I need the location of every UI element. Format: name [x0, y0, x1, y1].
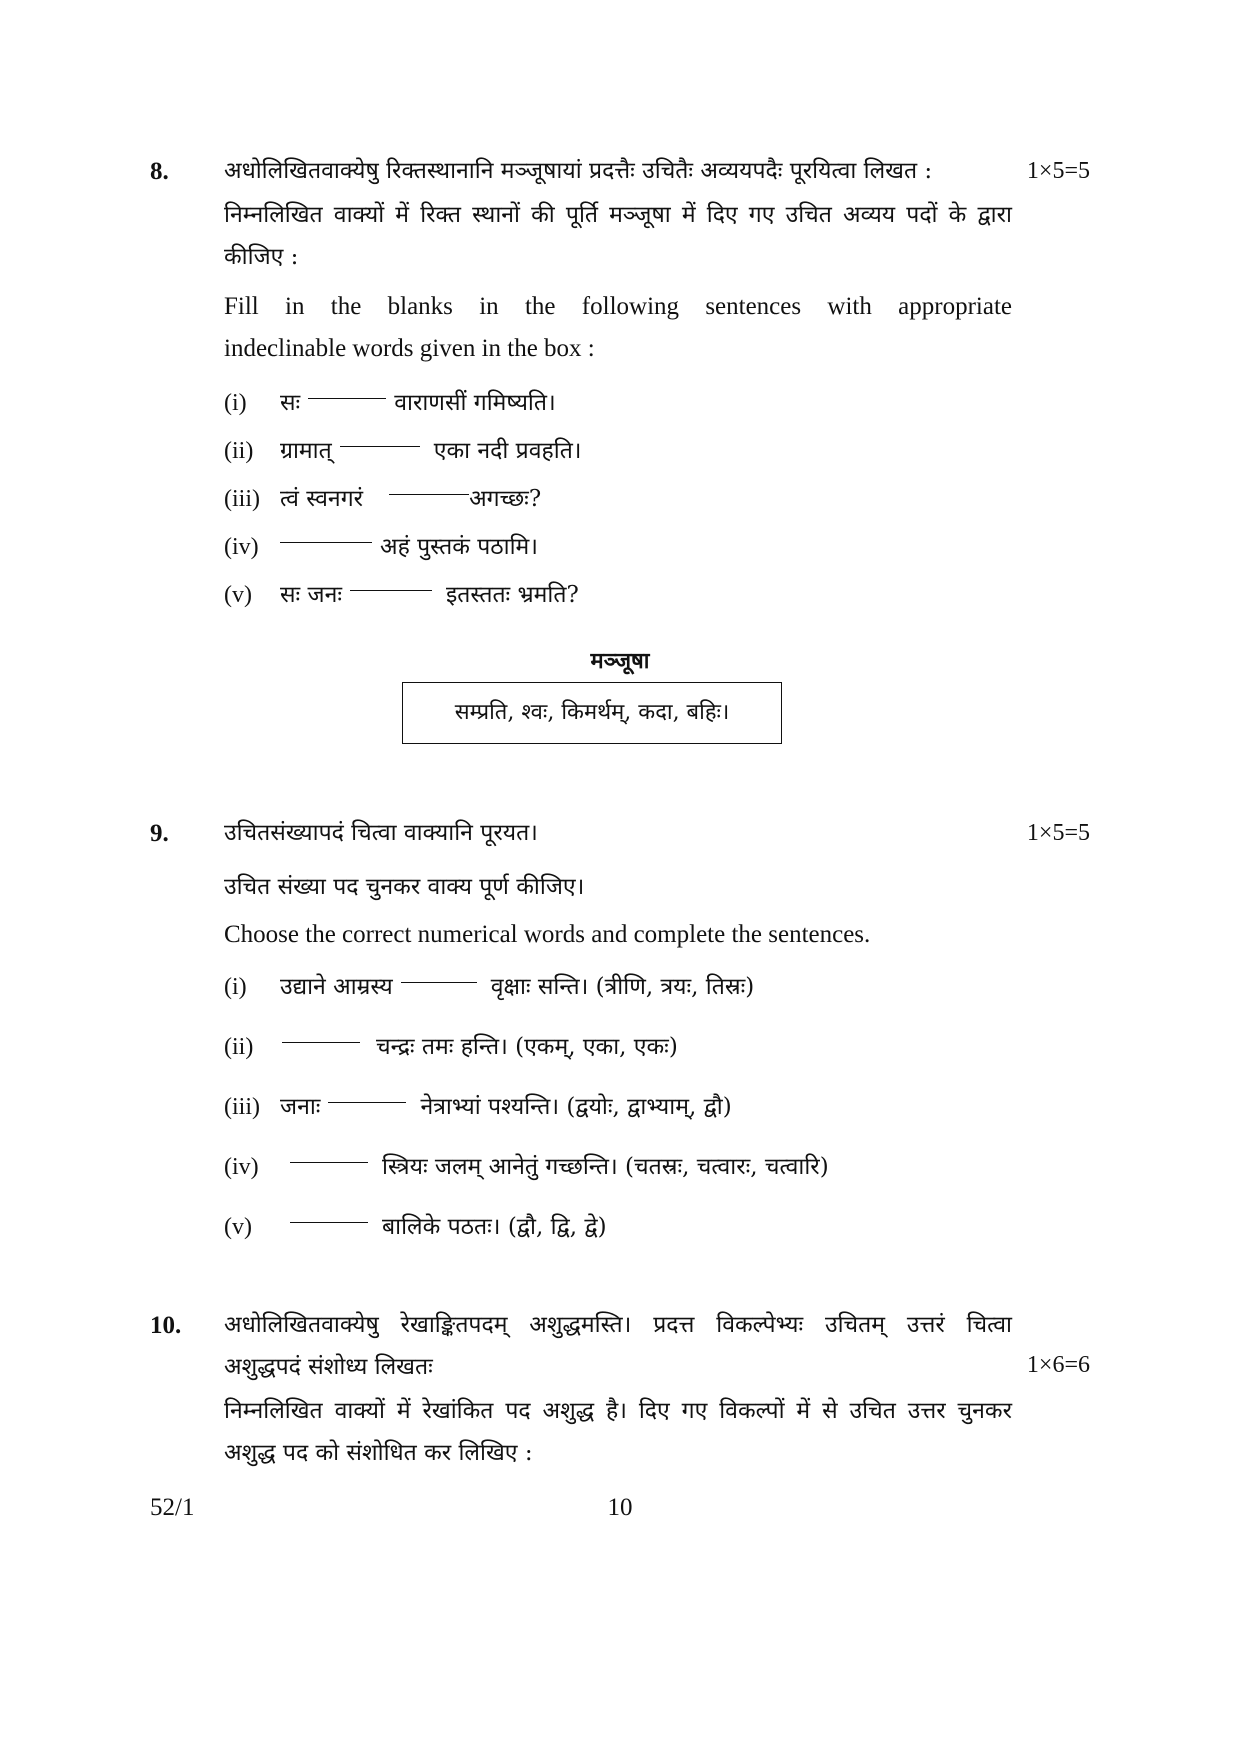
list-item: [224, 970, 754, 1004]
paper-code: 52/1: [150, 1494, 195, 1521]
item-text-after: वृक्षाः सन्ति। (त्रीणि, त्रयः, तिस्रः): [490, 974, 755, 1000]
answer-blank: [280, 542, 372, 543]
english-instruction-line-2: indeclinable words given in the box :: [224, 335, 595, 362]
list-item: [224, 1210, 607, 1244]
sanskrit-instruction: उचितसंख्यापदं चित्वा वाक्यानि पूरयत।: [224, 820, 538, 846]
item-text-after: स्त्रियः जलम् आनेतुं गच्छन्ति। (चतस्रः, चत्वारः, चत्वारि): [382, 1154, 829, 1180]
list-item: [224, 1030, 678, 1064]
list-item: [224, 434, 582, 468]
word-box: सम्प्रति, श्वः, किमर्थम्, कदा, बहिः।: [402, 682, 782, 744]
english-instruction-line-1: Fill in the blanks in the following sentences with appropriate: [224, 293, 1012, 320]
item-text-after: अहं पुस्तकं पठामि।: [380, 534, 539, 560]
item-text-after: नेत्राभ्यां पश्यन्ति। (द्वयोः, द्वाभ्याम्, द्वौ): [420, 1094, 732, 1120]
word-box-title: मञ्जूषा: [590, 648, 650, 674]
question-number: 10.: [150, 1312, 182, 1339]
list-item: [224, 1150, 829, 1184]
answer-blank: [290, 1162, 368, 1163]
sanskrit-instruction-line-2: अशुद्धपदं संशोध्य लिखतः: [224, 1354, 433, 1380]
page-number: 10: [607, 1494, 633, 1521]
item-text-before: सः जनः: [280, 582, 342, 608]
item-text-after: वाराणसीं गमिष्यति।: [394, 390, 556, 416]
question-number: 8.: [150, 158, 169, 185]
hindi-instruction-line-1: निम्नलिखित वाक्यों में रेखांकित पद अशुद्ध है। दिए गए विकल्पों में से उचित उत्तर चुनकर: [224, 1398, 1012, 1424]
answer-blank: [340, 446, 420, 447]
answer-blank: [328, 1102, 406, 1103]
answer-blank: [290, 1222, 368, 1223]
answer-blank: [282, 1042, 360, 1043]
item-label: (v): [224, 582, 252, 608]
item-text-after: बालिके पठतः। (द्वौ, द्वि, द्वे): [382, 1214, 607, 1240]
list-item: [224, 530, 538, 564]
sanskrit-instruction-line-1: अधोलिखितवाक्येषु रेखाङ्कितपदम् अशुद्धमस्ति। प्रदत्त विकल्पेभ्यः उचितम् उत्तरं चित्वा: [224, 1312, 1012, 1338]
sanskrit-instruction: अधोलिखितवाक्येषु रिक्तस्थानानि मञ्जूषायां प्रदत्तैः उचितैः अव्ययपदैः पूरयित्वा लिखत :: [224, 158, 933, 184]
item-label: (ii): [224, 1034, 254, 1060]
item-text-before: उद्याने आम्रस्य: [280, 974, 393, 1000]
hindi-instruction-line-2: अशुद्ध पद को संशोधित कर लिखिए :: [224, 1440, 533, 1466]
marks: 1×5=5: [1026, 158, 1090, 184]
list-item: [224, 578, 579, 612]
hindi-instruction-line-1: निम्नलिखित वाक्यों में रिक्त स्थानों की पूर्ति मञ्जूषा में दिए गए उचित अव्यय पदों के द्वारा: [224, 202, 1012, 228]
item-text-before: त्वं स्वनगरं: [280, 486, 364, 512]
item-text-after: अगच्छः?: [469, 486, 542, 512]
item-text-after: चन्द्रः तमः हन्ति। (एकम्, एका, एकः): [376, 1034, 678, 1060]
item-text-after: इतस्ततः भ्रमति?: [445, 582, 579, 608]
item-text-before: सः: [280, 390, 301, 416]
item-label: (iv): [224, 1154, 259, 1180]
item-label: (ii): [224, 438, 254, 464]
hindi-instruction: उचित संख्या पद चुनकर वाक्य पूर्ण कीजिए।: [224, 874, 585, 900]
list-item: [224, 482, 541, 516]
hindi-instruction-line-2: कीजिए :: [224, 244, 299, 270]
item-text-after: एका नदी प्रवहति।: [433, 438, 582, 464]
question-number: 9.: [150, 820, 169, 847]
item-label: (v): [224, 1214, 252, 1240]
answer-blank: [308, 398, 386, 399]
answer-blank: [350, 590, 432, 591]
marks: 1×5=5: [1026, 820, 1090, 846]
english-instruction: Choose the correct numerical words and complete the sentences.: [224, 921, 871, 948]
marks: 1×6=6: [1026, 1352, 1090, 1378]
item-label: (i): [224, 390, 247, 416]
item-text-before: जनाः: [280, 1094, 321, 1120]
item-text-before: ग्रामात्: [280, 438, 332, 464]
item-label: (iii): [224, 1094, 260, 1120]
item-label: (i): [224, 974, 247, 1000]
list-item: [224, 1090, 732, 1124]
item-label: (iv): [224, 534, 259, 560]
list-item: [224, 386, 556, 420]
answer-blank: [389, 494, 469, 495]
answer-blank: [401, 982, 477, 983]
item-label: (iii): [224, 486, 260, 512]
